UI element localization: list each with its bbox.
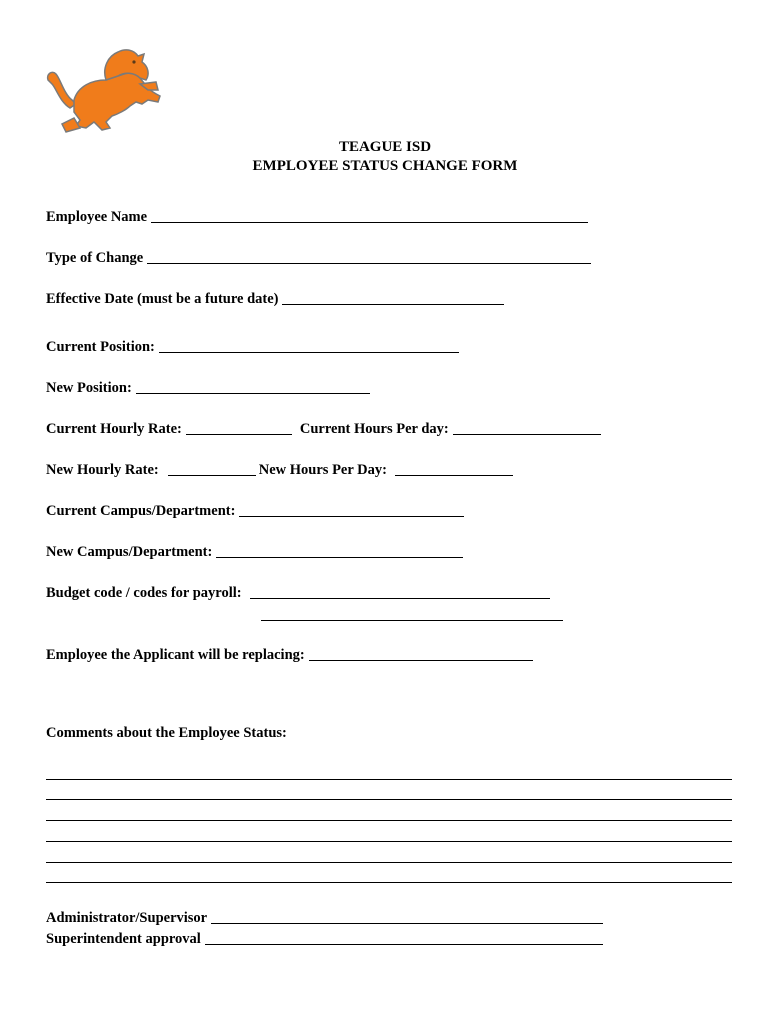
administrator-label: Administrator/Supervisor (46, 910, 208, 926)
new-hours-per-day-label: New Hours Per Day: (258, 462, 387, 478)
effective-date-field (46, 290, 504, 308)
effective-date-input[interactable] (282, 290, 504, 305)
employee-name-label: Employee Name (46, 209, 148, 225)
comments-line[interactable] (46, 841, 732, 842)
new-campus-field (46, 543, 463, 561)
superintendent-field (46, 930, 603, 948)
type-of-change-label: Type of Change (46, 250, 144, 266)
new-position-field (46, 379, 370, 397)
new-position-label: New Position: (46, 380, 132, 396)
budget-codes-label: Budget code / codes for payroll: (46, 585, 242, 601)
replacing-label: Employee the Applicant will be replacing: (46, 647, 305, 663)
comments-line[interactable] (46, 862, 732, 863)
employee-name-field (46, 208, 588, 226)
comments-line[interactable] (46, 799, 732, 800)
form-title: EMPLOYEE STATUS CHANGE FORM (252, 158, 518, 174)
new-hours-per-day-input[interactable] (395, 461, 513, 476)
replacing-field (46, 646, 533, 664)
current-campus-field (46, 502, 464, 520)
comments-line[interactable] (46, 779, 732, 780)
lion-logo-icon (44, 44, 164, 136)
budget-codes-field (46, 584, 550, 602)
current-position-label: Current Position: (46, 339, 155, 355)
comments-field (46, 724, 287, 742)
effective-date-label: Effective Date (must be a future date) (46, 291, 279, 307)
employee-name-input[interactable] (151, 208, 588, 223)
current-hourly-rate-input[interactable] (186, 420, 292, 435)
type-of-change-input[interactable] (147, 249, 591, 264)
current-campus-label: Current Campus/Department: (46, 503, 236, 519)
administrator-signature-input[interactable] (211, 909, 603, 924)
current-hours-per-day-label: Current Hours Per day: (299, 421, 449, 437)
current-hours-per-day-input[interactable] (453, 420, 601, 435)
budget-codes-input[interactable] (250, 584, 550, 599)
current-campus-input[interactable] (239, 502, 464, 517)
comments-line[interactable] (46, 882, 732, 883)
replacing-input[interactable] (309, 646, 533, 661)
new-hourly-rate-input[interactable] (168, 461, 256, 476)
new-campus-input[interactable] (216, 543, 463, 558)
new-hourly-rate-label: New Hourly Rate: (46, 462, 159, 478)
current-hourly-rate-label: Current Hourly Rate: (46, 421, 182, 437)
administrator-field (46, 909, 603, 927)
district-title: TEAGUE ISD (338, 139, 432, 155)
type-of-change-field (46, 249, 591, 267)
superintendent-signature-input[interactable] (205, 930, 603, 945)
superintendent-label: Superintendent approval (46, 931, 201, 947)
current-position-field (46, 338, 459, 356)
new-campus-label: New Campus/Department: (46, 544, 213, 560)
budget-codes-input-line2[interactable] (261, 620, 563, 621)
current-rate-row (46, 420, 601, 438)
new-rate-row (46, 461, 513, 479)
new-position-input[interactable] (136, 379, 370, 394)
comments-line[interactable] (46, 820, 732, 821)
current-position-input[interactable] (159, 338, 459, 353)
comments-label: Comments about the Employee Status: (46, 725, 287, 741)
